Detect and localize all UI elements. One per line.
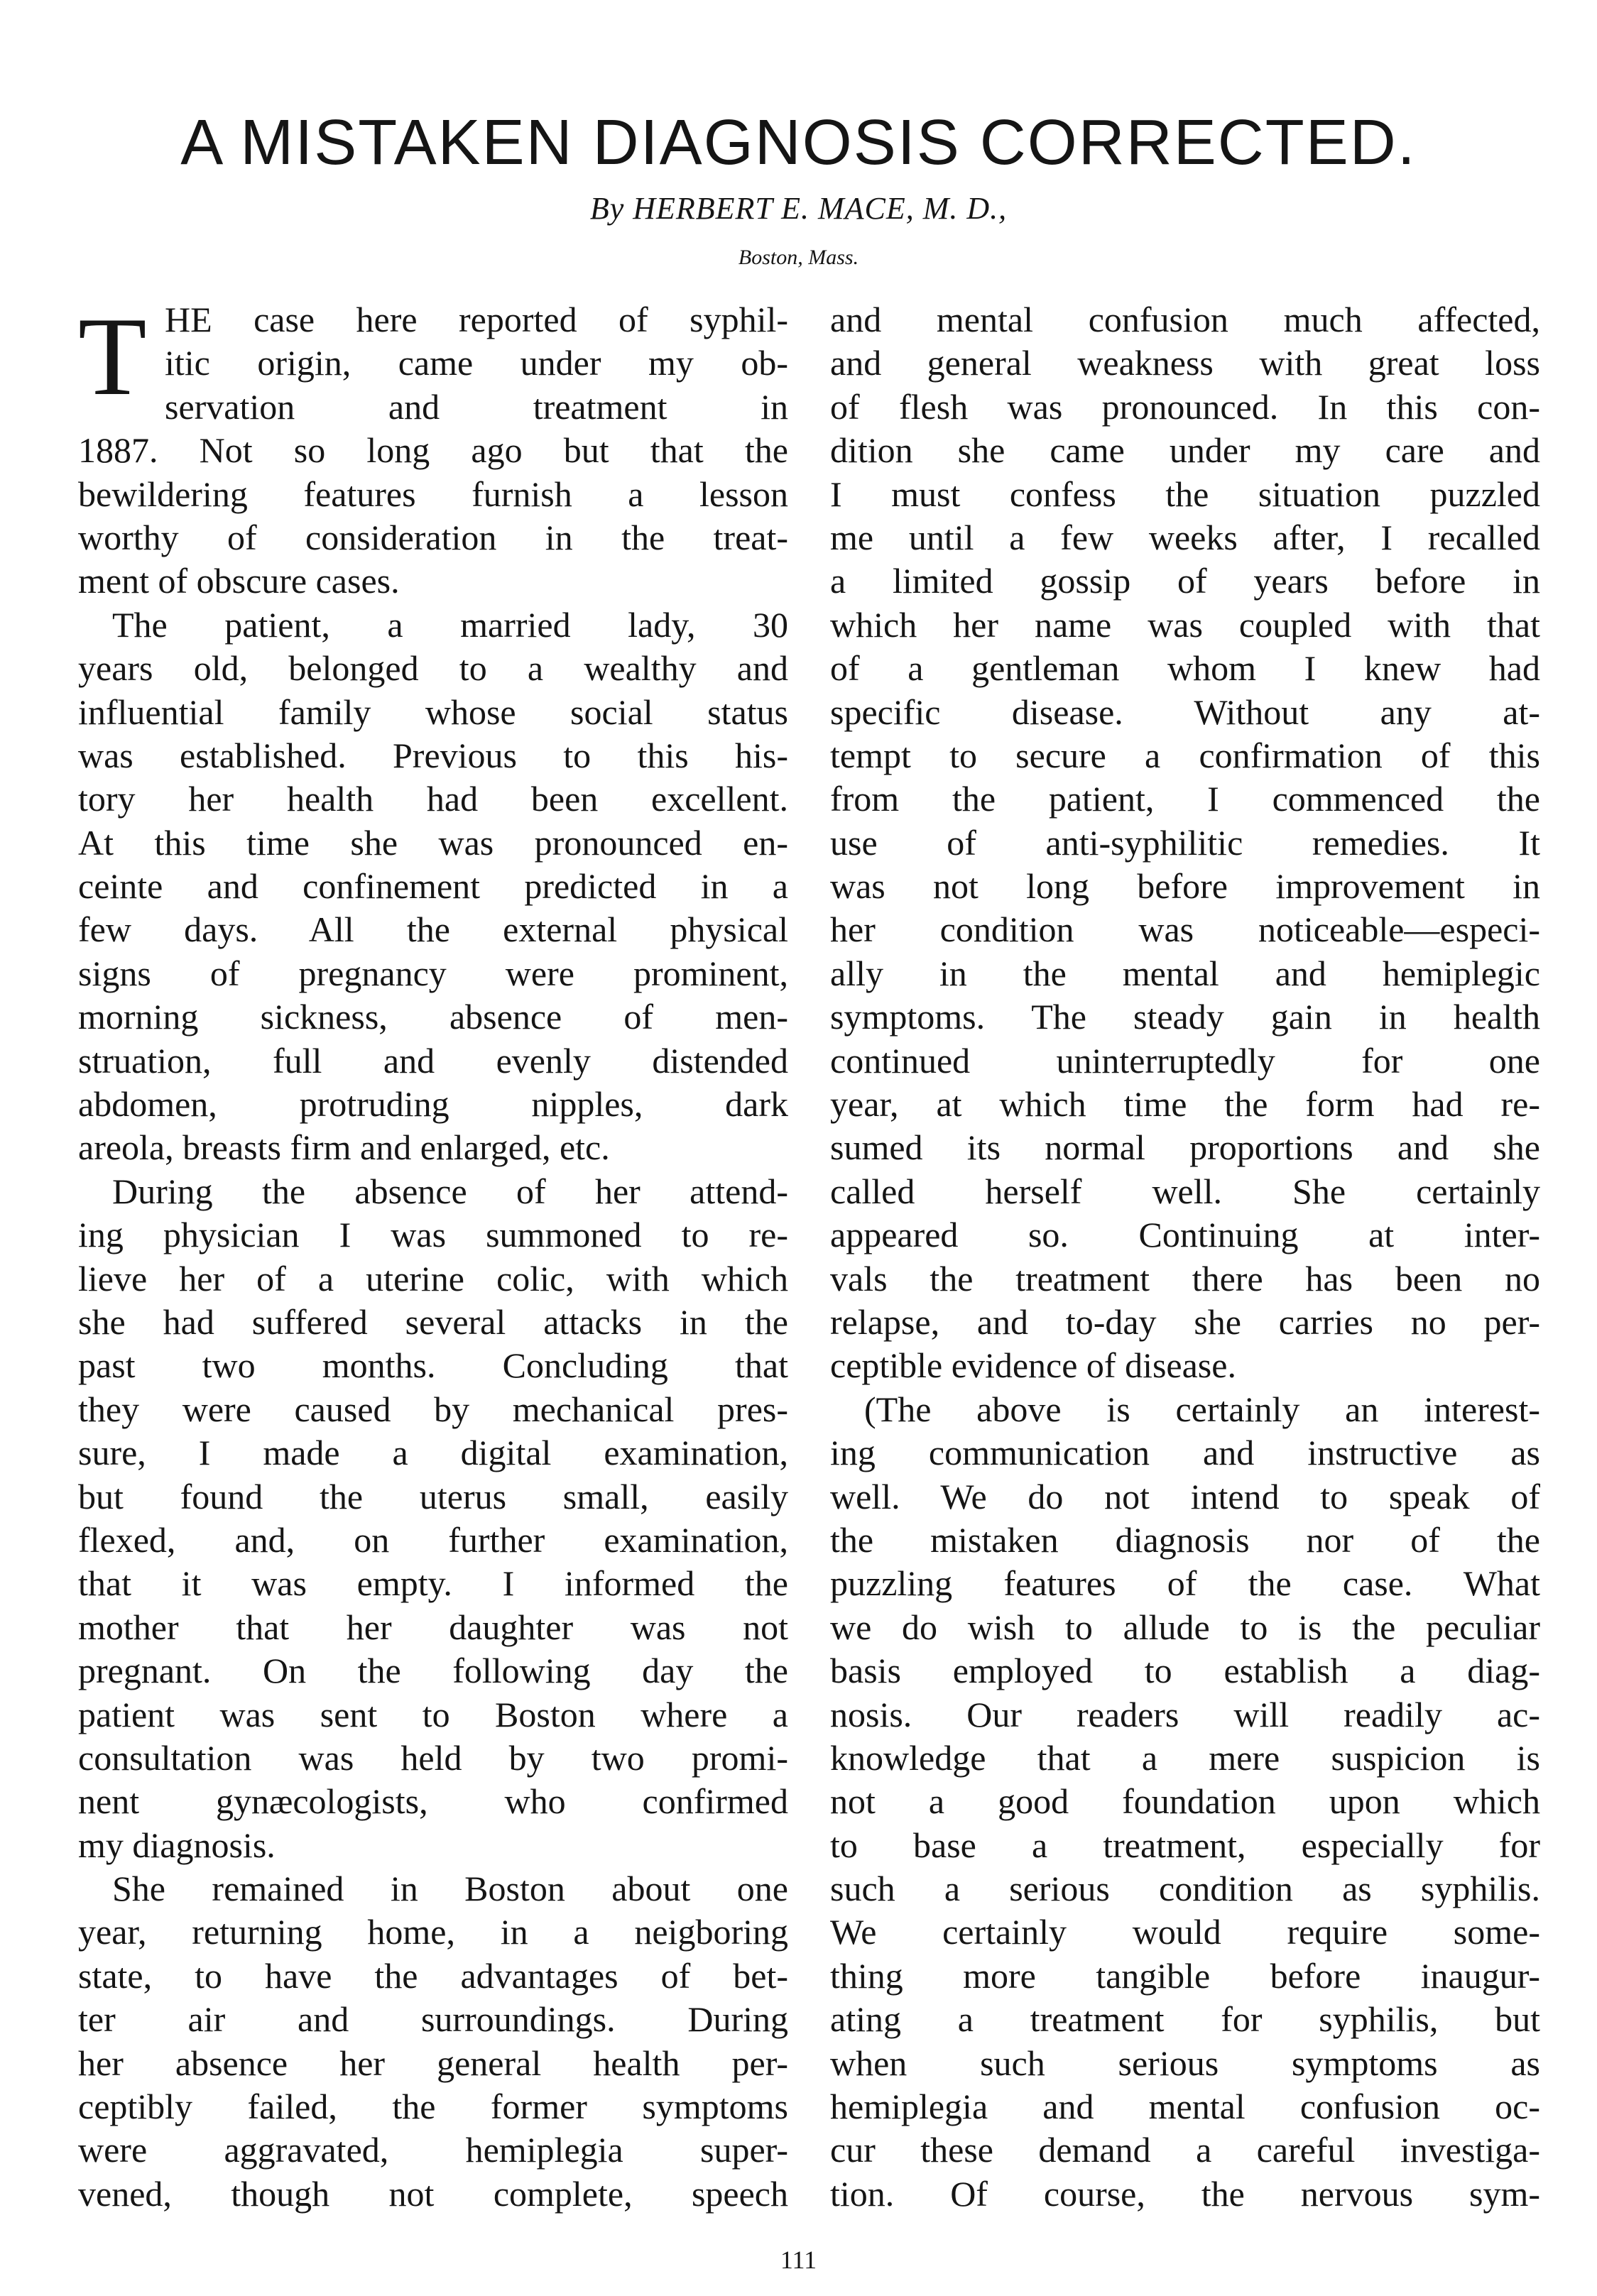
left-column	[78, 295, 788, 2216]
text-line: I must confess the situation puzzled	[830, 474, 1540, 514]
text-line: patient was sent to Boston where a	[78, 1694, 788, 1734]
text-line: vals the treatment there has been no	[830, 1258, 1540, 1299]
text-line: ment of obscure cases.	[78, 561, 400, 601]
drop-cap: T	[78, 295, 147, 419]
text-line: of flesh was pronounced. In this con-	[830, 386, 1540, 427]
text-line: her condition was noticeable—especi-	[830, 909, 1540, 950]
text-line: servation and treatment in	[165, 386, 788, 427]
text-line: HE case here reported of syphil-	[165, 300, 788, 339]
text-line: consultation was held by two promi-	[78, 1737, 788, 1778]
text-line: the mistaken diagnosis nor of the	[830, 1519, 1540, 1560]
text-line: sumed its normal proportions and she	[830, 1127, 1540, 1168]
text-line: year, returning home, in a neigboring	[78, 1912, 788, 1952]
paragraph-boston	[78, 1867, 788, 2216]
paragraph-patient	[78, 603, 788, 1170]
text-line: hemiplegia and mental confusion oc-	[830, 2087, 1540, 2127]
text-line: from the patient, I commenced the	[830, 779, 1540, 819]
text-line: a limited gossip of years before in	[830, 561, 1540, 601]
text-line: and general weakness with great loss	[830, 343, 1540, 383]
text-line: abdomen, protruding nipples, dark	[78, 1084, 788, 1125]
text-line: not a good foundation upon which	[830, 1781, 1540, 1822]
text-line: well. We do not intend to speak of	[830, 1476, 1540, 1516]
author-byline: By HERBERT E. MACE, M. D.,	[589, 191, 1008, 226]
text-line: state, to have the advantages of bet-	[78, 1955, 788, 1996]
text-line: use of anti-syphilitic remedies. It	[830, 822, 1540, 863]
drop-cap-lines	[78, 295, 788, 429]
text-line: vened, though not complete, speech	[78, 2173, 788, 2214]
text-line: ing communication and instructive as	[830, 1433, 1540, 1473]
text-line: but found the uterus small, easily	[78, 1476, 788, 1516]
text-line: basis employed to establish a diag-	[830, 1651, 1540, 1691]
text-line: her absence her general health per-	[78, 2043, 788, 2083]
text-line: During the absence of her attend-	[112, 1171, 788, 1211]
text-line: was established. Previous to this his-	[78, 735, 788, 775]
text-line: sure, I made a digital examination,	[78, 1433, 788, 1473]
text-line: called herself well. She certainly	[830, 1171, 1540, 1211]
text-line: was not long before improvement in	[830, 866, 1540, 907]
text-line: we do wish to allude to is the peculiar	[830, 1607, 1540, 1647]
text-line: and mental confusion much affected,	[830, 300, 1540, 339]
page-number: 111	[780, 2246, 817, 2274]
text-line: ing physician I was summoned to re-	[78, 1215, 788, 1255]
text-line: tempt to secure a confirmation of this	[830, 735, 1540, 775]
text-line: few days. All the external physical	[78, 909, 788, 950]
text-line: tion. Of course, the nervous sym-	[830, 2173, 1540, 2214]
text-line: pregnant. On the following day the	[78, 1651, 788, 1691]
text-line: ceptibly failed, the former symptoms	[78, 2087, 788, 2127]
text-line: years old, belonged to a wealthy and	[78, 648, 788, 689]
text-line: areola, breasts firm and enlarged, etc.	[78, 1127, 610, 1168]
text-line: which her name was coupled with that	[830, 604, 1540, 645]
paragraph-lines	[78, 429, 788, 603]
text-line: appeared so. Continuing at inter-	[830, 1215, 1540, 1255]
text-line: puzzling features of the case. What	[830, 1563, 1540, 1604]
text-line: when such serious symptoms as	[830, 2043, 1540, 2083]
paragraph-editorial	[830, 1388, 1540, 2216]
text-line: relapse, and to-day she carries no per-	[830, 1301, 1540, 1342]
text-line: knowledge that a mere suspicion is	[830, 1737, 1540, 1778]
paragraph-opening	[78, 295, 788, 603]
paragraph-consultation	[78, 1170, 788, 1867]
text-line: influential family whose social status	[78, 691, 788, 732]
text-line: signs of pregnancy were prominent,	[78, 953, 788, 993]
text-line: bewildering features furnish a lesson	[78, 474, 788, 514]
text-line: were aggravated, hemiplegia super-	[78, 2130, 788, 2170]
text-line: nent gynæcologists, who confirmed	[78, 1781, 788, 1822]
article-title: A MISTAKEN DIAGNOSIS CORRECTED.	[180, 107, 1417, 178]
right-column	[830, 298, 1540, 2216]
text-line: itic origin, came under my ob-	[165, 343, 788, 383]
text-line: ating a treatment for syphilis, but	[830, 1999, 1540, 2040]
text-line: worthy of consideration in the treat-	[78, 517, 788, 557]
text-line: cur these demand a careful investiga-	[830, 2130, 1540, 2170]
text-line: At this time she was pronounced en-	[78, 822, 788, 863]
text-line: ceinte and confinement predicted in a	[78, 866, 788, 907]
text-line: struation, full and evenly distended	[78, 1040, 788, 1081]
text-line: (The above is certainly an interest-	[864, 1389, 1540, 1429]
paragraph-treatment	[830, 298, 1540, 1388]
text-line: thing more tangible before inaugur-	[830, 1955, 1540, 1996]
text-line: symptoms. The steady gain in health	[830, 997, 1540, 1037]
text-line: to base a treatment, especially for	[830, 1825, 1540, 1865]
text-line: specific disease. Without any at-	[830, 691, 1540, 732]
text-line: mother that her daughter was not	[78, 1607, 788, 1647]
text-line: continued uninterruptedly for one	[830, 1040, 1540, 1081]
text-line: ceptible evidence of disease.	[830, 1345, 1236, 1386]
text-line: lieve her of a uterine colic, with which	[78, 1258, 788, 1299]
text-line: ter air and surroundings. During	[78, 1999, 788, 2040]
text-line: me until a few weeks after, I recalled	[830, 517, 1540, 557]
text-line: she had suffered several attacks in the	[78, 1301, 788, 1342]
text-line: such a serious condition as syphilis.	[830, 1869, 1540, 1909]
text-line: past two months. Concluding that	[78, 1345, 788, 1386]
text-line: that it was empty. I informed the	[78, 1563, 788, 1604]
text-line: morning sickness, absence of men-	[78, 997, 788, 1037]
text-line: flexed, and, on further examination,	[78, 1519, 788, 1560]
text-line: dition she came under my care and	[830, 430, 1540, 471]
text-line: year, at which time the form had re-	[830, 1084, 1540, 1125]
text-line: She remained in Boston about one	[112, 1869, 788, 1909]
text-line: they were caused by mechanical pres-	[78, 1389, 788, 1429]
text-line: The patient, a married lady, 30	[112, 604, 788, 645]
text-line: of a gentleman whom I knew had	[830, 648, 1540, 689]
text-line: tory her health had been excellent.	[78, 779, 788, 819]
text-line: my diagnosis.	[78, 1825, 276, 1865]
text-line: We certainly would require some-	[830, 1912, 1540, 1952]
text-line: ally in the mental and hemiplegic	[830, 953, 1540, 993]
author-location: Boston, Mass.	[738, 246, 859, 269]
text-line: nosis. Our readers will readily ac-	[830, 1694, 1540, 1734]
text-line: 1887. Not so long ago but that the	[78, 430, 788, 471]
